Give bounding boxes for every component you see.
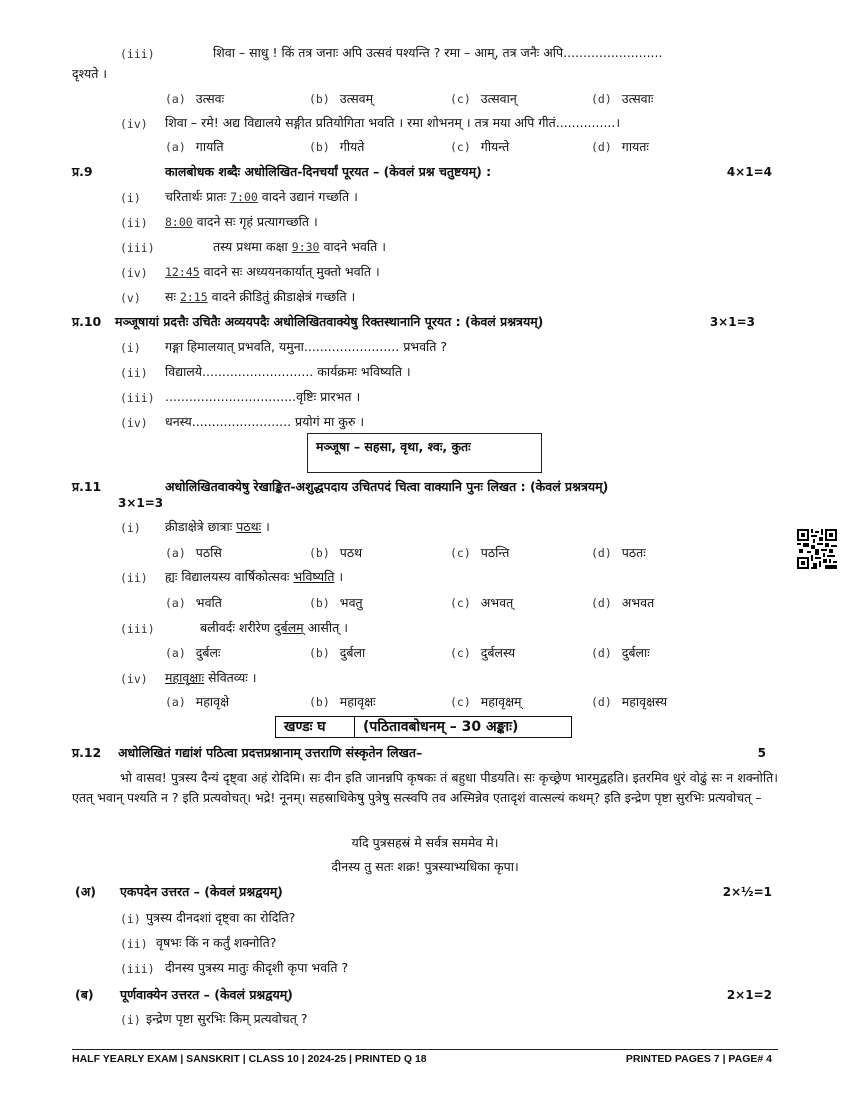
part-b-label: (ब)	[75, 987, 94, 1002]
q9-item-number: (i)	[120, 191, 141, 205]
q9-item: 12:45 वादने सः अध्ययनकार्यात् मुक्तो भवति ।	[165, 264, 380, 279]
q11-iii-options	[165, 645, 725, 661]
part-a-item-number: (ii)	[120, 937, 148, 951]
q9-item: सः 2:15 वादने क्रीडितुं क्रीडाक्षेत्रं गच्छति ।	[165, 289, 356, 304]
option: (c) महावृक्षम्	[450, 694, 522, 709]
q12-title: अधोलिखितं गद्यांशं पठित्वा प्रदत्तप्रश्नानाम् उत्तराणि संस्कृतेन लिखत–	[118, 745, 423, 760]
q11-item: क्रीडाक्षेत्रे छात्राः पठथः ।	[165, 519, 270, 534]
q12-number: प्र.12	[72, 745, 102, 760]
q10-title: मञ्जूषायां प्रदत्तैः उचितैः अव्ययपदैः अधोलिखितवाक्येषु रिक्तस्थानानि पूरयत : (केवलं प्रश्नत्रयम्)	[115, 314, 544, 329]
option: (a) महावृक्षे	[165, 694, 230, 709]
option: (b) महावृक्षः	[309, 694, 376, 709]
option: (a) गायति	[165, 139, 224, 154]
option: (d) उत्सवाः	[591, 91, 654, 106]
time-value: 12:45	[165, 265, 200, 279]
verse-line-1: यदि पुत्रसहस्रं मे सर्वत्र सममेव मे।	[351, 835, 499, 850]
option: (a) भवति	[165, 595, 222, 610]
part-b-item-number: (i)	[120, 1013, 141, 1027]
footer-right: PRINTED PAGES 7 | PAGE# 4	[625, 1053, 772, 1065]
q9-item-number: (v)	[120, 291, 141, 305]
q11-item-number: (i)	[120, 521, 141, 535]
option: (d) पठतः	[591, 545, 646, 560]
underlined-word: पठथः	[236, 519, 262, 534]
underlined-word: दुर्बलम्	[273, 620, 304, 635]
part-b-item: इन्द्रेण पृष्टा सुरभिः किम् प्रत्यवोचत् ?	[146, 1011, 308, 1026]
q11-title: अधोलिखितवाक्येषु रेखाङ्कित-अशुद्धपदाय उचितपदं चित्वा वाक्यानि पुनः लिखत : (केवलं प्रश्नत्रयम्)	[165, 479, 609, 494]
option: (c) दुर्बलस्य	[450, 645, 516, 660]
option: (c) उत्सवान्	[450, 91, 517, 106]
q9-item-number: (iv)	[120, 266, 148, 280]
manjusha-word-box: मञ्जूषा – सहसा, वृथा, श्वः, कुतः	[307, 433, 542, 473]
option: (c) गीयन्ते	[450, 139, 510, 154]
q11-item: बलीवर्दः शरीरेण दुर्बलम् आसीत् ।	[200, 620, 348, 635]
q11-item-number: (iv)	[120, 672, 148, 686]
q11-i-options	[165, 545, 725, 561]
option: (d) महावृक्षस्य	[591, 694, 668, 709]
q10-item-number: (iii)	[120, 391, 155, 405]
q9-item-number: (ii)	[120, 216, 148, 230]
q11-item-number: (iii)	[120, 622, 155, 636]
part-a-title: एकपदेन उत्तरत – (केवलं प्रश्नद्वयम्)	[120, 884, 283, 899]
part-b-marks: 2×1=2	[726, 988, 772, 1002]
q8-iv-text: शिवा – रमे! अद्य विद्यालये सङ्गीत प्रतियोगिता भवति । रमा शोभनम् । तत्र मया अपि गीतं...............।	[165, 115, 621, 130]
q8-iii-options	[165, 91, 725, 107]
footer-left: HALF YEARLY EXAM | SANSKRIT | CLASS 10 | 2024-25 | PRINTED Q 18	[72, 1053, 427, 1065]
option: (a) पठसि	[165, 545, 222, 560]
q12-marks: 5	[757, 746, 766, 760]
option: (a) दुर्बलः	[165, 645, 221, 660]
part-a-item: दीनस्य पुत्रस्य मातुः कीदृशी कृपा भवति ?	[165, 960, 349, 975]
q11-ii-options	[165, 595, 725, 611]
part-b-title: पूर्णवाक्येन उत्तरत – (केवलं प्रश्नद्वयम्)	[120, 987, 293, 1002]
q10-item-number: (iv)	[120, 416, 148, 430]
verse-line-2: दीनस्य तु सतः शक्र! पुत्रस्याभ्यधिका कृपा।	[331, 859, 519, 874]
q8-iv-options	[165, 139, 725, 155]
q9-marks: 4×1=4	[726, 165, 772, 179]
q9-item: तस्य प्रथमा कक्षा 9:30 वादने भवति ।	[213, 239, 387, 254]
q9-item: 8:00 वादने सः गृहं प्रत्यागच्छति ।	[165, 214, 318, 229]
q9-title: कालबोधक शब्दैः अधोलिखित-दिनचर्यां पूरयत – (केवलं प्रश्न चतुष्टयम्) :	[165, 164, 492, 179]
q8-iii-text-cont: दृश्यते ।	[72, 66, 108, 81]
option: (a) उत्सवः	[165, 91, 225, 106]
q10-marks: 3×1=3	[709, 315, 755, 329]
part-a-item-number: (i)	[120, 912, 141, 926]
part-a-item-number: (iii)	[120, 962, 155, 976]
q9-number: प्र.9	[72, 164, 93, 179]
q10-item: विद्यालये............................ कार्यक्रमः भविष्यति ।	[165, 364, 411, 379]
qr-code	[797, 529, 837, 569]
option: (c) पठन्ति	[450, 545, 510, 560]
q9-item: चरितार्थः प्रातः 7:00 वादने उद्यानं गच्छति ।	[165, 189, 358, 204]
q8-iv-number: (iv)	[120, 117, 148, 131]
part-a-marks: 2×½=1	[722, 885, 772, 899]
time-value: 8:00	[165, 215, 193, 229]
q11-item-number: (ii)	[120, 571, 148, 585]
q10-item: धनस्य......................... प्रयोगं मा कुरु ।	[165, 414, 365, 429]
option: (b) दुर्बला	[309, 645, 366, 660]
option: (b) भवतु	[309, 595, 363, 610]
part-a-item: पुत्रस्य दीनदशां दृष्ट्वा का रोदिति?	[146, 910, 296, 925]
time-value: 7:00	[230, 190, 258, 204]
part-a-label: (अ)	[75, 884, 96, 899]
q9-item-number: (iii)	[120, 241, 155, 255]
q11-marks: 3×1=3	[118, 496, 164, 510]
option: (c) अभवत्	[450, 595, 514, 610]
q8-iii-text: शिवा – साधु ! किं तत्र जनाः अपि उत्सवं पश्यन्ति ? रमा – आम्, तत्र जनैः अपि.........................	[213, 45, 663, 60]
underlined-word: भविष्यति	[293, 569, 335, 584]
time-value: 9:30	[291, 240, 320, 254]
q10-item-number: (i)	[120, 341, 141, 355]
option: (d) दुर्बलाः	[591, 645, 650, 660]
q10-item: गङ्गा हिमालयात् प्रभवति, यमुना........................ प्रभवति ?	[165, 339, 448, 354]
part-a-item: वृषभः किं न कर्तुं शक्नोति?	[156, 935, 277, 950]
footer-rule	[72, 1049, 778, 1050]
section-name: खण्डः घ	[275, 716, 355, 738]
time-value: 2:15	[179, 290, 208, 304]
q11-item: महावृक्षाः सेवितव्यः ।	[165, 670, 257, 685]
section-title: (पठितावबोधनम् – 30 अङ्काः)	[354, 716, 572, 738]
q8-iii-number: (iii)	[120, 47, 155, 61]
option: (b) गीयते	[309, 139, 365, 154]
q10-item: .................................वृष्टिः प्रारभत ।	[165, 389, 361, 404]
option: (d) अभवत	[591, 595, 655, 610]
q11-iv-options	[165, 694, 725, 710]
option: (b) पठथ	[309, 545, 363, 560]
underlined-word: महावृक्षाः	[165, 670, 205, 685]
q11-number: प्र.11	[72, 479, 102, 494]
q10-number: प्र.10	[72, 314, 102, 329]
q11-item: ह्यः विद्यालयस्य वार्षिकोत्सवः भविष्यति ।	[165, 569, 344, 584]
q10-item-number: (ii)	[120, 366, 148, 380]
option: (d) गायतः	[591, 139, 649, 154]
option: (b) उत्सवम्	[309, 91, 374, 106]
q12-passage: भो वासव! पुत्रस्य दैन्यं दृष्ट्वा अहं रोदिमि। सः दीन इति जानन्नपि कृषकः तं बहुधा पीडयति। सः कृच्छ्रेण भारमुद्वहति। इतरमिव धुरं वोढुं सः न शक्नोति। एतत् भवान् पश्यति न ? इति प्रत्यवोचत्। भद्रे! नूनम्। सहस्राधिकेषु पुत्रेषु सत्स्वपि तव अस्मिन्नेव एतादृशं वात्सल्यं कथम्? इति इन्द्रेण पृष्टा सुरभिः प्रत्यवोचत् –	[72, 770, 778, 805]
